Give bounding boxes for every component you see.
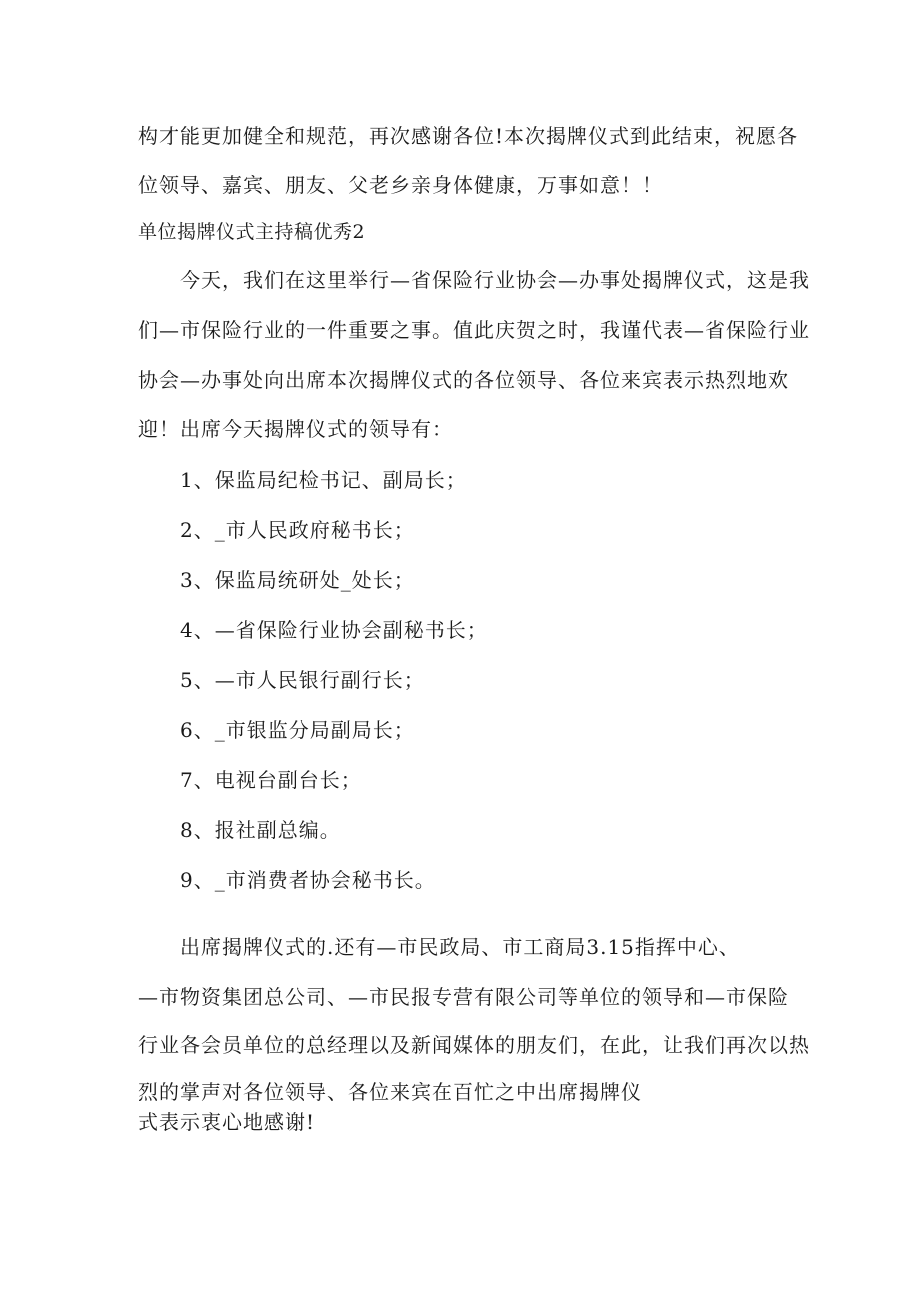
paragraph-line: 今天，我们在这里举行—省保险行业协会—办事处揭牌仪式，这是我 bbox=[180, 268, 810, 292]
paragraph-line: 构才能更加健全和规范，再次感谢各位!本次揭牌仪式到此结束，祝愿各 bbox=[138, 124, 799, 148]
paragraph-line: 位领导、嘉宾、朋友、父老乡亲身体健康，万事如意！！ bbox=[138, 173, 663, 197]
paragraph-line: 迎！出席今天揭牌仪式的领导有： bbox=[138, 417, 453, 441]
list-item: 6、_市银监分局副局长； bbox=[180, 718, 415, 742]
paragraph-line: 出席揭牌仪式的.还有—市民政局、市工商局3.15指挥中心、 bbox=[180, 935, 740, 959]
section-title: 单位揭牌仪式主持稿优秀2 bbox=[138, 221, 366, 243]
paragraph-line: 们—市保险行业的一件重要之事。值此庆贺之时，我谨代表—省保险行业 bbox=[138, 318, 810, 342]
paragraph-line: 协会—办事处向出席本次揭牌仪式的各位领导、各位来宾表示热烈地欢 bbox=[138, 368, 789, 392]
list-item: 3、保监局统研处_处长； bbox=[180, 568, 415, 592]
paragraph-line: 烈的掌声对各位领导、各位来宾在百忙之中出席揭牌仪 bbox=[138, 1080, 642, 1104]
list-item: 2、_市人民政府秘书长； bbox=[180, 518, 415, 542]
paragraph-line: —市物资集团总公司、—市民报专营有限公司等单位的领导和—市保险 bbox=[138, 985, 789, 1009]
list-item: 7、电视台副台长； bbox=[180, 768, 362, 792]
paragraph-line: 行业各会员单位的总经理以及新闻媒体的朋友们，在此，让我们再次以热 bbox=[138, 1033, 810, 1057]
list-item: 5、—市人民银行副行长； bbox=[180, 668, 425, 692]
paragraph-line: 式表示衷心地感谢! bbox=[138, 1110, 316, 1134]
list-item: 1、保监局纪检书记、副局长； bbox=[180, 468, 467, 492]
list-item: 4、—省保险行业协会副秘书长； bbox=[180, 618, 488, 642]
list-item: 9、_市消费者协会秘书长。 bbox=[180, 868, 436, 892]
list-item: 8、报社副总编。 bbox=[180, 818, 341, 842]
